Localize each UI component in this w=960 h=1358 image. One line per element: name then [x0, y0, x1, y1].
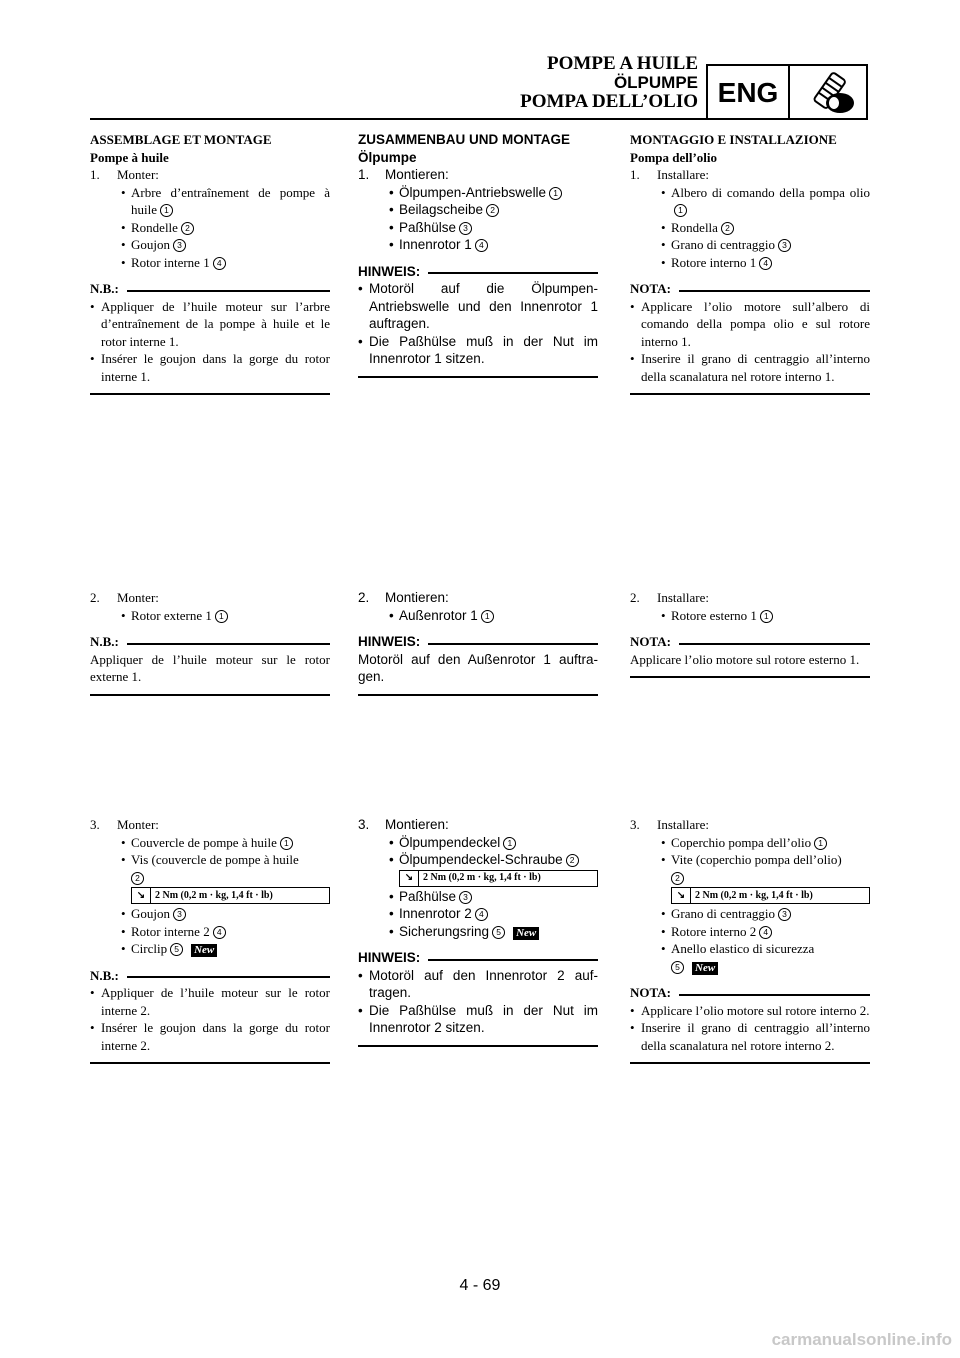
- subheading: Pompa dell’olio: [630, 149, 718, 165]
- note-item: • Applicare l’olio motore sul rotore interno 2.: [630, 1002, 870, 1020]
- note-header: [358, 949, 598, 967]
- ref-number: 3: [778, 908, 791, 921]
- section3-de: [358, 816, 598, 1047]
- step-verb: Installare:: [657, 817, 709, 832]
- ref-number: 4: [759, 926, 772, 939]
- section3-fr: [90, 816, 330, 1064]
- section3-it: [630, 816, 870, 1064]
- wrench-icon: ↘: [672, 888, 691, 903]
- ref-number: 1: [503, 837, 516, 850]
- note-header: [90, 280, 330, 298]
- ref-number: 4: [475, 908, 488, 921]
- note-item: • Applicare l’olio motore sull’albero di comando della pompa olio e sul rotore interno 1.: [630, 298, 870, 351]
- ref-number: 2: [131, 872, 144, 885]
- note-end-rule: [90, 1062, 330, 1064]
- note-end-rule: [90, 694, 330, 696]
- ref-number: 2: [181, 222, 194, 235]
- new-badge: New: [513, 927, 539, 940]
- step: [90, 166, 330, 184]
- list-item: • Rotor interne 2 4: [90, 923, 330, 941]
- list-item: • Innenrotor 1 4: [358, 236, 598, 254]
- list-item: • Paßhülse 3: [358, 219, 598, 237]
- heading: ZUSAMMENBAU UND MONTAGE: [358, 132, 570, 147]
- ref-number: 2: [486, 204, 499, 217]
- list-item: • Rondelle 2: [90, 219, 330, 237]
- heading: MONTAGGIO E INSTALLAZIONE: [630, 132, 837, 147]
- step-number: 3.: [358, 817, 370, 832]
- new-badge: New: [191, 944, 217, 957]
- title-it: POMPA DELL’OLIO: [520, 91, 698, 112]
- step-number: 1.: [358, 167, 370, 182]
- note-item: • Insérer le goujon dans la gorge du rotor interne 2.: [90, 1019, 330, 1054]
- section1-it: [630, 131, 870, 395]
- note-end-rule: [90, 393, 330, 395]
- ref-number: 1: [674, 204, 687, 217]
- torque-spec: ↘ 2 Nm (0,2 m · kg, 1,4 ft · lb): [131, 887, 330, 904]
- step-number: 1.: [630, 167, 640, 182]
- ref-number: 4: [213, 926, 226, 939]
- list-item: • Ölpumpen-Antriebswelle 1: [358, 184, 598, 202]
- step: [358, 589, 598, 607]
- ref-number: 1: [549, 187, 562, 200]
- list-item: • Grano di centraggio 3: [630, 905, 870, 923]
- note-end-rule: [358, 376, 598, 378]
- list-item: • Circlip 5 New: [90, 940, 330, 958]
- step-verb: Montieren:: [385, 817, 449, 832]
- watermark: carmanualsonline.info: [771, 1330, 952, 1349]
- list-item: • Grano di centraggio 3: [630, 236, 870, 254]
- note-label: NOTA:: [630, 985, 671, 1000]
- heading: ASSEMBLAGE ET MONTAGE: [90, 132, 272, 147]
- step-verb: Installare:: [657, 590, 709, 605]
- note-label: HINWEIS:: [358, 263, 421, 279]
- ref-number: 1: [280, 837, 293, 850]
- step: [630, 816, 870, 834]
- note-item: • Die Paßhülse muß in der Nut im Innenrotor 2 sitzen.: [358, 1002, 598, 1037]
- note-label: N.B.:: [90, 634, 119, 649]
- note-label: N.B.:: [90, 967, 119, 983]
- new-badge: New: [692, 962, 718, 975]
- note-item: • Die Paßhülse muß in der Nut im Innenrotor 1 sitzen.: [358, 333, 598, 368]
- subheading: Ölpumpe: [358, 149, 417, 165]
- step-verb: Monter:: [117, 167, 159, 182]
- section2-it: [630, 589, 870, 678]
- ref-number: 3: [778, 239, 791, 252]
- list-item: • Beilagscheibe 2: [358, 201, 598, 219]
- section2-de: [358, 589, 598, 696]
- section-badge-label: ENG: [708, 66, 790, 119]
- section2-fr: [90, 589, 330, 696]
- list-item: • Anello elastico di sicurezza 5 New: [630, 940, 870, 975]
- ref-number: 5: [492, 926, 505, 939]
- ref-number: 3: [459, 222, 472, 235]
- ref-number: 4: [475, 239, 488, 252]
- list-item: • Rotore interno 1 4: [630, 254, 870, 272]
- section1-fr: [90, 131, 330, 395]
- list-item: • Rotor interne 1 4: [90, 254, 330, 272]
- list-item: • Rotore esterno 1 1: [630, 607, 870, 625]
- ref-number: 2: [671, 872, 684, 885]
- note-label: HINWEIS:: [358, 634, 421, 649]
- step-number: 1.: [90, 167, 100, 182]
- list-item: • Ölpumpendeckel-Schraube 2: [358, 851, 598, 869]
- list-item: • Albero di comando della pompa olio1: [630, 184, 870, 219]
- ref-number: 2: [721, 222, 734, 235]
- note-item: • Inserire il grano di centraggio all’interno della scanalatura nel rotore interno 2.: [630, 1019, 870, 1054]
- note-end-rule: [630, 1062, 870, 1064]
- step-verb: Monter:: [117, 590, 159, 605]
- step: [90, 589, 330, 607]
- ref-number: 2: [566, 854, 579, 867]
- torque-spec: ↘ 2 Nm (0,2 m · kg, 1,4 ft · lb): [671, 887, 870, 904]
- step: [358, 166, 598, 184]
- list-item: • Rotor externe 1 1: [90, 607, 330, 625]
- note-header: [630, 984, 870, 1002]
- step-number: 3.: [630, 817, 640, 832]
- ref-number: 3: [173, 908, 186, 921]
- note-header: [358, 633, 598, 651]
- note-label: NOTA:: [630, 634, 671, 649]
- step-verb: Montieren:: [385, 167, 449, 182]
- note-label: HINWEIS:: [358, 950, 421, 965]
- list-item: • Außenrotor 1 1: [358, 607, 598, 625]
- list-item: • Rotore interno 2 4: [630, 923, 870, 941]
- ref-number: 4: [213, 257, 226, 270]
- list-item: • Rondella 2: [630, 219, 870, 237]
- ref-number: 1: [160, 204, 173, 217]
- list-item: • Innenrotor 2 4: [358, 905, 598, 923]
- note-item: • Appliquer de l’huile moteur sur l’arbre d’entraînement de la pompe à huile et le rotor interne 1.: [90, 298, 330, 351]
- ref-number: 3: [459, 891, 472, 904]
- note-end-rule: [358, 1045, 598, 1047]
- section-badge: [706, 64, 868, 119]
- subheading: Pompe à huile: [90, 149, 169, 165]
- list-item: • Coperchio pompa dell’olio 1: [630, 834, 870, 852]
- torque-spec: ↘ 2 Nm (0,2 m · kg, 1,4 ft · lb): [399, 870, 598, 887]
- note-item: • Appliquer de l’huile moteur sur le rotor interne 2.: [90, 984, 330, 1019]
- note-item: • Motoröl auf den Innenrotor 2 auf-tragen.: [358, 967, 598, 1002]
- list-item: • Goujon 3: [90, 236, 330, 254]
- step: [630, 166, 870, 184]
- step-number: 2.: [358, 590, 370, 605]
- note-text: Appliquer de l’huile moteur sur le rotor externe 1.: [90, 651, 330, 684]
- ref-number: 1: [760, 610, 773, 623]
- list-item: • Ölpumpendeckel 1: [358, 834, 598, 852]
- ref-number: 5: [671, 961, 684, 974]
- ref-number: 3: [173, 239, 186, 252]
- note-text: Motoröl auf den Außenrotor 1 auftra-gen.: [358, 651, 598, 684]
- wrench-icon: ↘: [132, 888, 151, 903]
- step-number: 2.: [90, 590, 100, 605]
- engine-tool-icon: [790, 66, 866, 119]
- step-number: 3.: [90, 817, 100, 832]
- note-label: NOTA:: [630, 281, 671, 296]
- ref-number: 4: [759, 257, 772, 270]
- title-de: ÖLPUMPE: [613, 73, 698, 92]
- step: [358, 816, 598, 834]
- ref-number: 1: [215, 610, 228, 623]
- ref-number: 1: [814, 837, 827, 850]
- ref-number: 1: [481, 610, 494, 623]
- note-text: Applicare l’olio motore sul rotore esterno 1.: [630, 651, 860, 667]
- step-verb: Montieren:: [385, 590, 449, 605]
- step-number: 2.: [630, 590, 640, 605]
- list-item: • Paßhülse 3: [358, 888, 598, 906]
- section1-de: [358, 131, 598, 378]
- header-rule: [90, 118, 868, 120]
- note-header: [630, 280, 870, 298]
- wrench-icon: ↘: [400, 871, 419, 886]
- note-end-rule: [630, 393, 870, 395]
- list-item: • Goujon 3: [90, 905, 330, 923]
- list-item: • Sicherungsring 5 New: [358, 923, 598, 941]
- note-item: • Insérer le goujon dans la gorge du rotor interne 1.: [90, 350, 330, 385]
- note-item: • Inserire il grano di centraggio all’interno della scanalatura nel rotore interno 1.: [630, 350, 870, 385]
- note-label: N.B.:: [90, 281, 119, 296]
- note-header: [630, 633, 870, 651]
- step-verb: Monter:: [117, 817, 159, 832]
- list-item: • Arbre d’entraînement de pompe à huile 1: [90, 184, 330, 219]
- note-end-rule: [358, 694, 598, 696]
- list-item: • Vis (couvercle de pompe à huile 2: [90, 851, 330, 886]
- note-header: [90, 633, 330, 651]
- step-verb: Installare:: [657, 167, 709, 182]
- title-fr: POMPE A HUILE: [547, 53, 698, 74]
- ref-number: 5: [170, 943, 183, 956]
- note-header: [90, 967, 330, 985]
- note-end-rule: [630, 676, 870, 678]
- note-header: [358, 263, 598, 281]
- list-item: • Vite (coperchio pompa dell’olio) 2: [630, 851, 870, 886]
- page-number: 4 - 69: [459, 1277, 501, 1294]
- note-item: • Motoröl auf die Ölpumpen-Antriebswelle und den Innenrotor 1 auftragen.: [358, 280, 598, 333]
- page-header-titles: [520, 54, 698, 111]
- step: [90, 816, 330, 834]
- step: [630, 589, 870, 607]
- list-item: • Couvercle de pompe à huile 1: [90, 834, 330, 852]
